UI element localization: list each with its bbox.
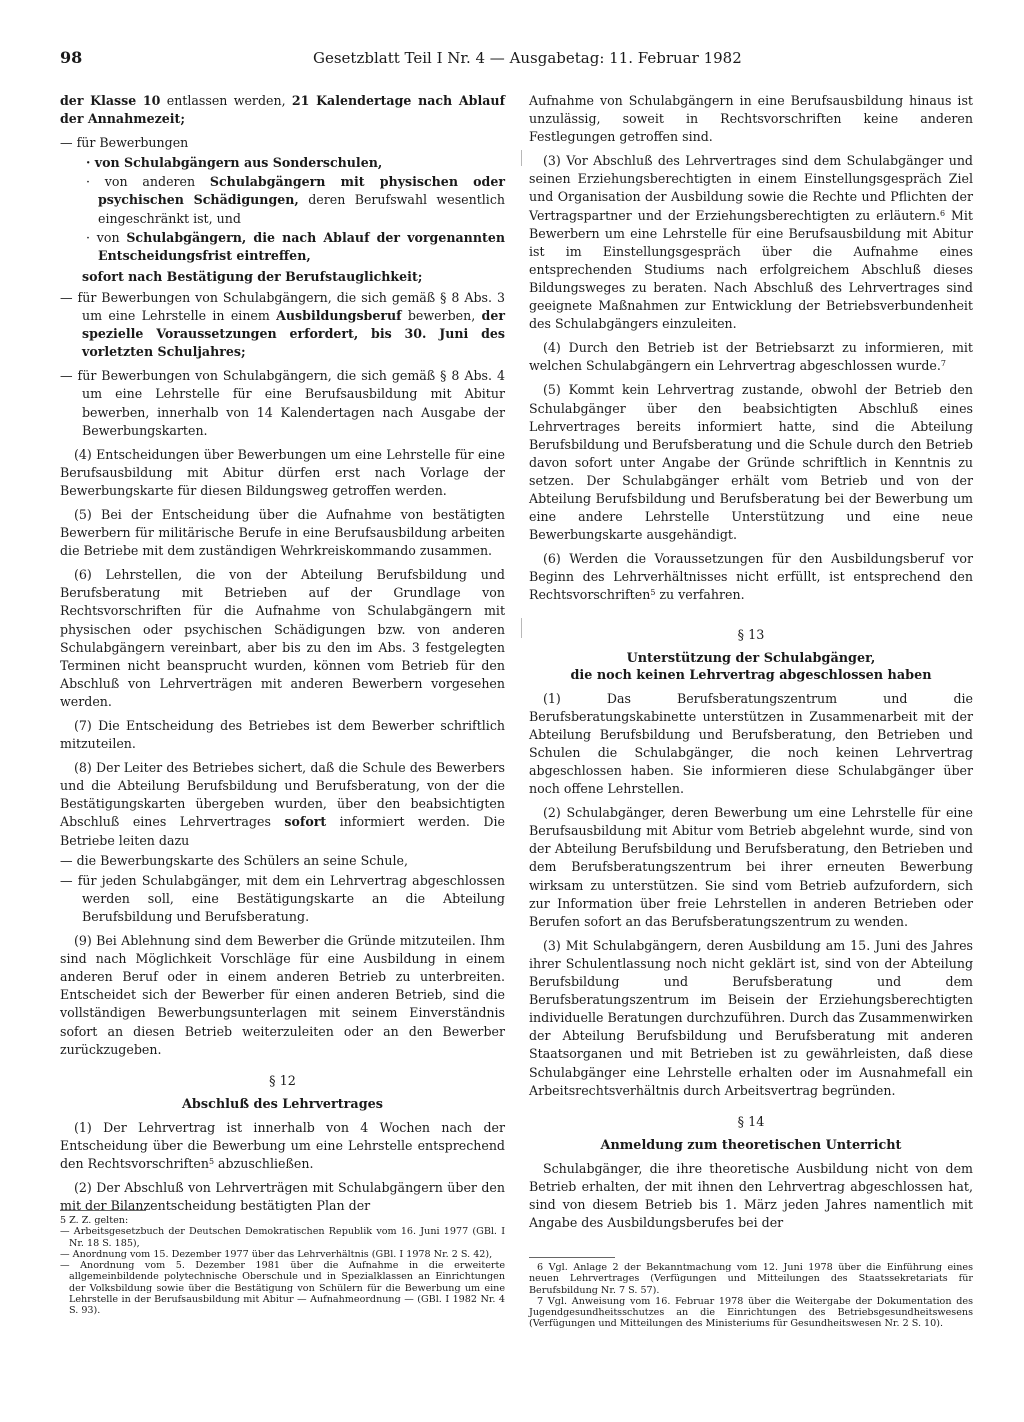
bold-text: Schulabgängern mit physischen oder psychischen Schädigungen,: [98, 174, 505, 208]
footnote-line: 5 Z. Z. gelten:: [60, 1215, 129, 1226]
footnotes-right: [529, 1262, 973, 1330]
paragraph: [60, 759, 505, 849]
footnote-rule: [60, 1210, 146, 1211]
paragraph: [529, 550, 973, 604]
paragraph: (5) Kommt kein Lehrvertrag zustande, obwohl der Betrieb den Schulabgänger über den beabsichtigten Abschluß eines Lehrvertrages bereits informiert hatte, sind die Abteilung Berufsbildung und Berufsberatung und die Schule durch den Betrieb davon sofort unter Angabe der Gründe schriftlich in Kenntnis zu setzen. Der Schulabgänger erhält vom Betrieb und von der Abteilung Berufsbildung und Berufsberatung bei der Bewerbung um eine andere Lehrstelle Unterstützung und eine neue Bewerbungskarte ausgehändigt.: [529, 382, 973, 543]
text-run: (8) Der Leiter des Betriebes sichert, daß die Schule des Bewerbers und die Abteilung Berufsbildung und Berufsberatung, von der die Bestätigungskarten übergeben wurden, über den beabsichtigten Abschluß eines Lehrvertrages: [60, 760, 505, 830]
dash-item: — für jeden Schulabgänger, mit dem ein Lehrvertrag abgeschlossen werden soll, eine Bestätigungskarte an die Abteilung Berufsbildung und Berufsberatung.: [60, 872, 505, 924]
paragraph: [60, 92, 505, 128]
text-run: abzuschließen.: [214, 1155, 314, 1171]
bold-text: sofort: [284, 814, 327, 830]
left-column: [60, 92, 505, 1221]
running-title: Gesetzblatt Teil I Nr. 4 — Ausgabetag: 11. Februar 1982: [313, 49, 742, 67]
paragraph: (2) Der Abschluß von Lehrverträgen mit Schulabgängern über den mit der Bilanzentscheidung bestätigten Plan der: [60, 1180, 505, 1214]
paragraph: (9) Bei Ablehnung sind dem Bewerber die Gründe mitzuteilen. Ihm sind nach Möglichkeit Vorschläge für eine Ausbildung in einem anderen Beruf oder in einem anderen Betrieb zu unterbreiten. Entscheidet sich der Bewerber für einen anderen Betrieb, sind die vollständigen Bewerbungsunterlagen mit seinem Einverständnis sofort an diesen Betrieb weiterzuleiten oder an den Bewerber zurückzugeben.: [60, 933, 505, 1057]
paragraph: [60, 1119, 505, 1173]
section-number: § 13: [737, 627, 765, 643]
footnote-line: — Anordnung vom 5. Dezember 1981 über die Aufnahme in die erweiterte allgemeinbildende polytechnische Oberschule und in Spezialklassen an Einrichtungen der Volksbildung sowie über die Bestätigung von Schülern für die Bewerbung um eine Lehrstelle in der Berufsausbildung mit Abitur — Aufnahmeordnung — (GBl. I 1982 Nr. 4 S. 93).: [60, 1260, 505, 1317]
text-run: entlassen werden,: [160, 93, 292, 108]
paragraph: (6) Lehrstellen, die von der Abteilung Berufsbildung und Berufsberatung mit Betrieben auf der Grundlage von Rechtsvorschriften für die Aufnahme von Schulabgängern mit physischen oder psychischen Schädigungen bzw. von anderen Schulabgängern vereinbart, aber bis zu den im Abs. 3 festgelegten Terminen nicht beansprucht wurden, können vom Betrieb für den Abschluß von Lehrverträgen mit anderen Bewerbern vorgesehen werden.: [60, 567, 505, 709]
paragraph: Aufnahme von Schulabgängern in eine Berufsausbildung hinaus ist unzulässig, soweit in Rechtsvorschriften keine anderen Festlegungen getroffen sind.: [529, 93, 973, 145]
paragraph: (5) Bei der Entscheidung über die Aufnahme von bestätigten Bewerbern für militärische Berufe in eine Berufsausbildung arbeiten die Betriebe mit dem zuständigen Wehrkreiskommando zusammen.: [60, 506, 505, 559]
text-run: · von anderen: [86, 174, 210, 190]
dash-item: [60, 289, 505, 361]
paragraph: Schulabgänger, die ihre theoretische Ausbildung nicht von dem Betrieb erhalten, der mit ihnen den Lehrvertrag abgeschlossen hat, sind von diesem Betrieb bis 1. März jeden Jahres namentlich mit Angabe des Ausbildungsberufes bei der: [529, 1160, 973, 1231]
text-run: (3) Vor Abschluß des Lehrvertrages sind dem Schulabgänger und seinen Erziehungsberechtigten in einem Einstellungsgespräch Ziel und Organisation der Ausbildung sowie die Rechte und Pflichten der Vertragspartner und der Erziehungsberechtigten zu erläutern.: [529, 153, 973, 223]
paragraph: (1) Das Berufsberatungszentrum und die Berufsberatungskabinette unterstützen in Zusammenarbeit mit der Abteilung Berufsbildung und Berufsberatung, den Betrieben und Schulen die Schulabgänger, die noch keinen Lehrvertrag abgeschlossen haben. Sie informieren diese Schulabgänger über noch offene Lehrstellen.: [529, 690, 973, 797]
text-run: · von: [86, 229, 127, 245]
footnote-ref: 7: [940, 359, 946, 369]
bold-text: · von Schulabgängern aus Sonderschulen,: [86, 155, 383, 171]
footnote-rule: [529, 1257, 615, 1258]
text-run: Mit Bewerbern um eine Lehrstelle für eine Berufsausbildung mit Abitur ist im Einstellungsgespräch über die Aufnahme eines entsprechenden Studiums nach erfolgreichem Abschluß dieses Bildungsweges zu beraten. Nach Abschluß des Lehrvertrages sind geeignete Maßnahmen zur Entwicklung der Betriebsverbundenheit des Schulabgängers einzuleiten.: [529, 207, 973, 332]
text-run: zu verfahren.: [655, 587, 745, 603]
text-run: (4) Durch den Betrieb ist der Betriebsarzt zu informieren, mit welchen Schulabgängern ein Lehrvertrag abgeschlossen wurde.: [529, 340, 973, 374]
right-column: [529, 92, 973, 1238]
section-title: Abschluß des Lehrvertrages: [181, 1096, 383, 1112]
section-number: § 12: [269, 1073, 296, 1089]
footnote-line: 6 Vgl. Anlage 2 der Bekanntmachung vom 12. Juni 1978 über die Einführung eines neuen Lehrvertrages (Verfügungen und Mitteilungen des Staatssekretariats für Berufsbildung Nr. 7 S. 57).: [529, 1262, 973, 1296]
bold-text: sofort nach Bestätigung der Berufstauglichkeit;: [82, 268, 423, 284]
section-title: Unterstützung der Schulabgänger,: [626, 650, 876, 666]
text-run: (6) Werden die Voraussetzungen für den Ausbildungsberuf vor Beginn des Lehrverhältnisses nicht erfüllt, ist entsprechend den Rechtsvorschriften: [529, 551, 973, 603]
paragraph: (4) Entscheidungen über Bewerbungen um eine Lehrstelle für eine Berufsausbildung mit Abitur dürfen erst nach Vorlage der Bewerbungskarte für diesen Bildungsweg getroffen werden.: [60, 446, 505, 498]
dash-item: — die Bewerbungskarte des Schülers an seine Schule,: [60, 852, 408, 868]
paragraph: [529, 339, 973, 375]
footnote-ref: 5: [650, 588, 656, 598]
text-run: deren Berufswahl wesentlich eingeschränkt ist, und: [98, 192, 506, 226]
paragraph: (2) Schulabgänger, deren Bewerbung um eine Lehrstelle für eine Berufsausbildung mit Abitur vom Betrieb abgelehnt wurde, sind von der Abteilung Berufsbildung und Berufsberatung, den Betrieben und dem Berufsberatungszentrum bei ihrer erneuten Bewerbung wirksam zu unterstützen. Sie sind vom Betrieb aufzufordern, sich zur Information über freie Lehrstellen in anderen Betrieben oder Berufen sofort an das Berufsberatungszentrum zu wenden.: [529, 805, 973, 929]
bold-text: Ausbildungsberuf: [276, 308, 402, 324]
footnote-line: — Arbeitsgesetzbuch der Deutschen Demokratischen Republik vom 16. Juni 1977 (GBl. I Nr. 18 S. 185),: [60, 1226, 505, 1249]
paragraph: (3) Mit Schulabgängern, deren Ausbildung am 15. Juni des Jahres ihrer Schulentlassung noch nicht geklärt ist, sind von der Abteilung Berufsbildung und Berufsberatung und dem Berufsberatungszentrum im Beisein der Erziehungsberechtigten individuelle Beratungen durchzuführen. Durch das Zusammenwirken der Abteilung Berufsbildung und Berufsberatung mit anderen Staatsorganen und mit Betrieben ist zu gewährleisten, daß diese Schulabgänger eine Lehrstelle erhalten oder im Ausnahmefall ein Arbeitsrechtsverhältnis durch Arbeitsvertrag begründen.: [529, 937, 973, 1098]
bold-text: Schulabgängern, die nach Ablauf der vorgenannten Entscheidungsfrist eintreffen,: [98, 229, 505, 263]
footnote-ref: 6: [939, 208, 946, 218]
bold-text: 21 Kalendertage nach Ablauf der Annahmezeit;: [60, 93, 505, 127]
text-run: informiert werden. Die Betriebe leiten dazu: [60, 814, 505, 848]
text-run: — für Bewerbungen von Schulabgängern, die sich gemäß § 8 Abs. 3 um eine Lehrstelle in einem: [60, 289, 505, 324]
footnote-ref: 5: [208, 1156, 215, 1166]
footnote-line: — Anordnung vom 15. Dezember 1977 über das Lehrverhältnis (GBl. I 1978 Nr. 2 S. 42),: [60, 1248, 493, 1260]
footnote-line: 7 Vgl. Anweisung vom 16. Februar 1978 über die Weitergabe der Dokumentation des Jugendgesundheitsschutzes an die Einrichtungen des Betriebsgesundheitswesens (Verfügungen und Mitteilungen des Ministeriums für Gesundheitswesen Nr. 2 S. 10).: [529, 1295, 973, 1330]
text-run: bewerben,: [401, 308, 482, 324]
bullet-item: [60, 173, 505, 227]
section-title: Anmeldung zum theoretischen Unterricht: [600, 1137, 902, 1153]
paragraph: [60, 268, 505, 286]
scan-mark: [521, 618, 522, 638]
bullet-item: [60, 229, 505, 265]
page-header: [60, 48, 972, 72]
paragraph: (7) Die Entscheidung des Betriebes ist dem Bewerber schriftlich mitzuteilen.: [60, 718, 505, 752]
bold-text: der Klasse 10: [60, 93, 161, 108]
dash-item: — für Bewerbungen von Schulabgängern, die sich gemäß § 8 Abs. 4 um eine Lehrstelle für eine Berufsausbildung mit Abitur bewerben, innerhalb von 14 Kalendertagen nach Ausgabe der Bewerbungskarten.: [60, 368, 505, 438]
page-number: 98: [60, 48, 83, 67]
text-run: (1) Der Lehrvertrag ist innerhalb von 4 Wochen nach der Entscheidung über die Bewerbung um eine Lehrstelle entsprechend den Rechtsvorschriften: [60, 1119, 505, 1171]
footnotes-left: [60, 1215, 505, 1317]
scan-mark: [521, 150, 522, 166]
paragraph: [529, 152, 973, 333]
bullet-item: [60, 154, 505, 172]
bold-text: der spezielle Voraussetzungen erfordert, bis 30. Juni des vorletzten Schuljahres;: [82, 308, 506, 360]
section-title: die noch keinen Lehrvertrag abgeschlossen haben: [570, 667, 932, 683]
section-number: § 14: [737, 1114, 765, 1130]
dash-item: — für Bewerbungen: [60, 135, 189, 151]
